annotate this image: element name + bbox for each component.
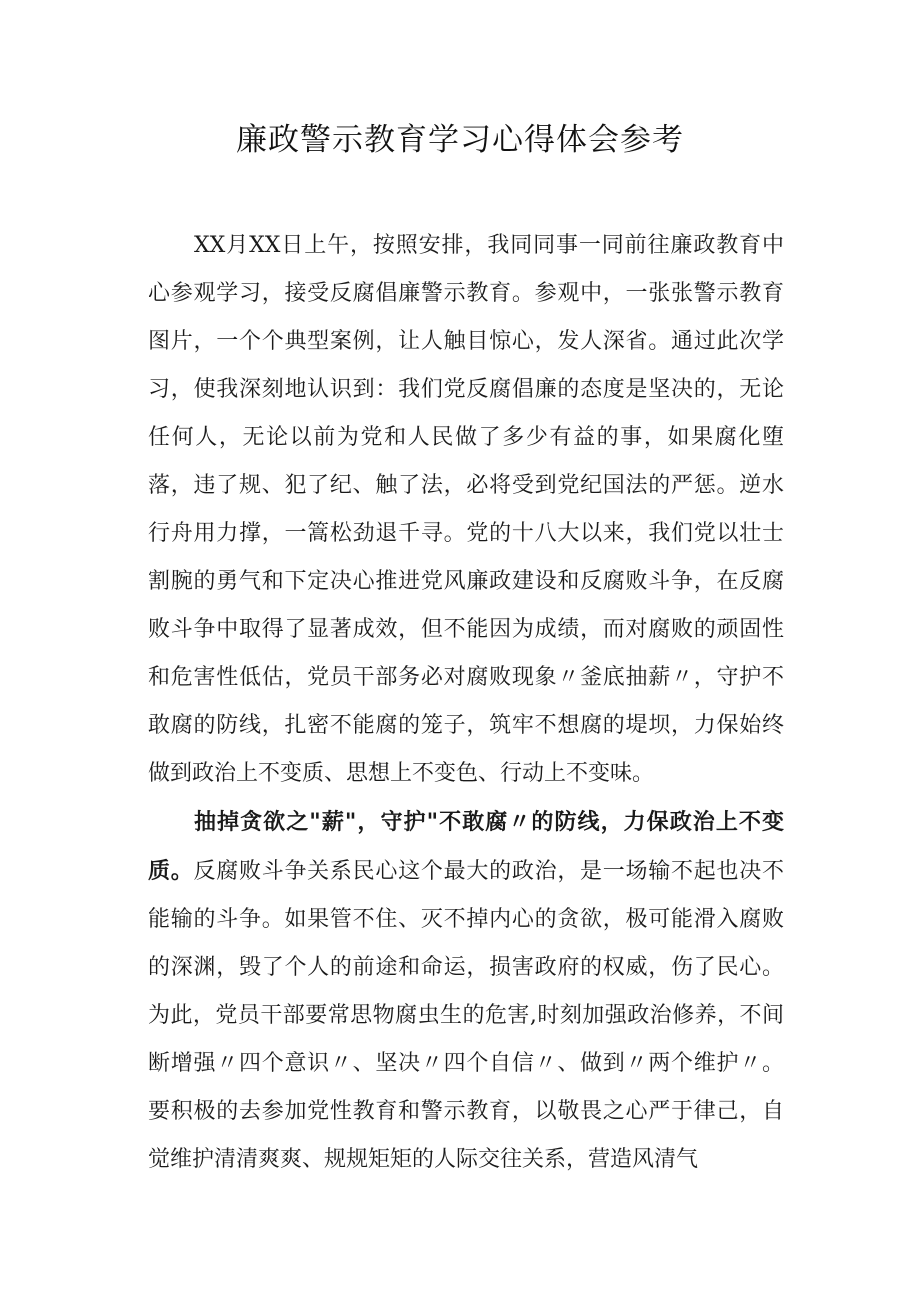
page-title: 廉政警示教育学习心得体会参考 (236, 122, 684, 158)
paragraph-2-text: 反腐败斗争关系民心这个最大的政治，是一场输不起也决不能输的斗争。如果管不住、灭不掉内心的贪欲，极可能滑入腐败的深渊，毁了个人的前途和命运，损害政府的权威，伤了民心。为此，党员干部要常思物腐虫生的危害,时刻加强政治修养，不间断增强〃四个意识〃、坚决〃四个自信〃、做到〃两个维护〃。要积极的去参加党性教育和警示教育，以敬畏之心严于律己，自觉维护清清爽爽、规规矩矩的人际交往关系，营造风清气 (148, 859, 784, 1172)
paragraph-2 (148, 798, 784, 1184)
paragraph-2-lead: 抽掉贪欲之"薪"，守护"不敢腐〃的防线，力保政治上不变质。 (148, 809, 784, 884)
paragraph-1 (148, 222, 784, 798)
paragraph-1-text: XX月XX日上午，按照安排，我同同事一同前往廉政教育中心参观学习，接受反腐倡廉警示教育。参观中，一张张警示教育图片，一个个典型案例，让人触目惊心，发人深省。通过此次学习，使我深刻地认识到：我们党反腐倡廉的态度是坚决的，无论任何人，无论以前为党和人民做了多少有益的事，如果腐化堕落，违了规、犯了纪、触了法，必将受到党纪国法的严惩。逆水行舟用力撑，一篙松劲退千寻。党的十八大以来，我们党以壮士割腕的勇气和下定决心推进党风廉政建设和反腐败斗争，在反腐败斗争中取得了显著成效，但不能因为成绩，而对腐败的顽固性和危害性低估，党员干部务必对腐败现象〃釜底抽薪〃，守护不敢腐的防线，扎密不能腐的笼子，筑牢不想腐的堤坝，力保始终做到政治上不变质、思想上不变色、行动上不变味。 (148, 233, 784, 786)
